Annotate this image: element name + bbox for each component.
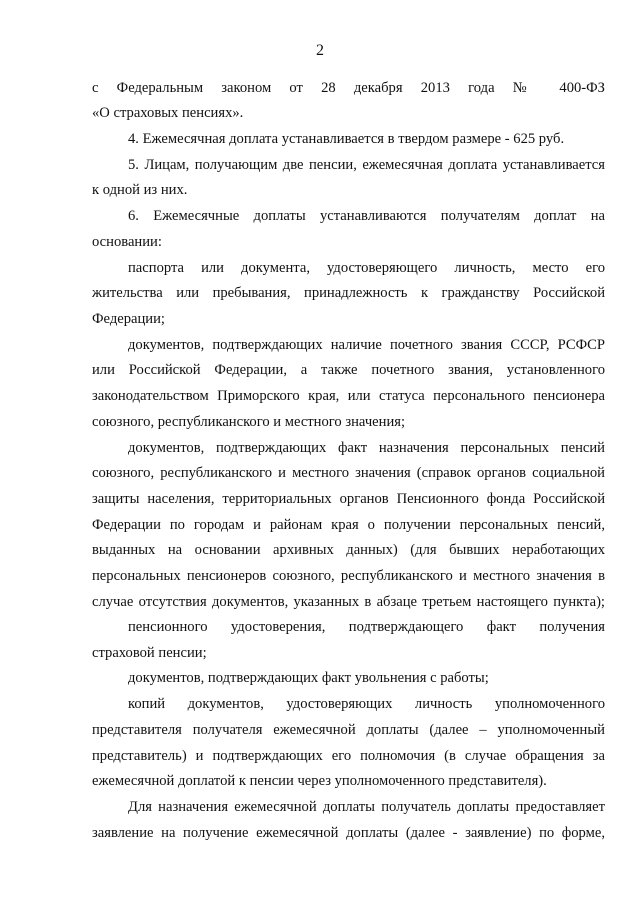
text-line: союзного, республиканского и местного значения;	[92, 414, 406, 430]
text-line: страховой пенсии;	[92, 645, 207, 661]
page-number: 2	[316, 42, 324, 59]
text-line: к одной из них.	[92, 182, 188, 198]
text-line: заявление на получение ежемесячной доплаты (далее - заявление) по форме,	[92, 825, 605, 841]
text-line: ежемесячной доплатой к пенсии через уполномоченного представителя).	[92, 773, 547, 789]
text-line: Федерации;	[92, 311, 165, 327]
text-line: представитель) и подтверждающих его полномочия (в случае обращения за	[92, 748, 605, 764]
text-line: персональных пенсионеров союзного, республиканского и местного значения в	[92, 568, 605, 584]
text-line: с Федеральным законом от 28 декабря 2013 года № 400-ФЗ	[92, 80, 605, 96]
text-line: случае отсутствия документов, указанных в абзаце третьем настоящего пункта);	[92, 594, 605, 610]
text-line: копий документов, удостоверяющих личность уполномоченного	[128, 696, 605, 712]
text-line: «О страховых пенсиях».	[92, 105, 244, 121]
text-line: законодательством Приморского края, или статуса персонального пенсионера	[92, 388, 605, 404]
text-line: жительства или пребывания, принадлежность к гражданству Российской	[92, 285, 605, 301]
text-line: документов, подтверждающих наличие почетного звания СССР, РСФСР	[128, 337, 605, 353]
text-line: или Российской Федерации, а также почетного звания, установленного	[92, 362, 605, 378]
text-line: представителя получателя ежемесячной доплаты (далее – уполномоченный	[92, 722, 605, 738]
text-line: выданных на основании архивных данных) (для бывших неработающих	[92, 542, 605, 558]
text-line: 5. Лицам, получающим две пенсии, ежемесячная доплата устанавливается	[128, 157, 605, 173]
text-line: Для назначения ежемесячной доплаты получатель доплаты предоставляет	[128, 799, 605, 815]
text-line: документов, подтверждающих факт увольнения с работы;	[128, 670, 489, 686]
text-line: 6. Ежемесячные доплаты устанавливаются получателям доплат на	[128, 208, 605, 224]
text-line: основании:	[92, 234, 162, 250]
text-line: защиты населения, территориальных органов Пенсионного фонда Российской	[92, 491, 605, 507]
text-line: документов, подтверждающих факт назначения персональных пенсий	[128, 440, 605, 456]
text-line: союзного, республиканского и местного значения (справок органов социальной	[92, 465, 605, 481]
text-line: паспорта или документа, удостоверяющего личность, место его	[128, 260, 605, 276]
text-line: пенсионного удостоверения, подтверждающего факт получения	[128, 619, 605, 635]
text-line: Федерации по городам и районам края о получении персональных пенсий,	[92, 517, 605, 533]
text-line: 4. Ежемесячная доплата устанавливается в твердом размере - 625 руб.	[128, 131, 565, 147]
